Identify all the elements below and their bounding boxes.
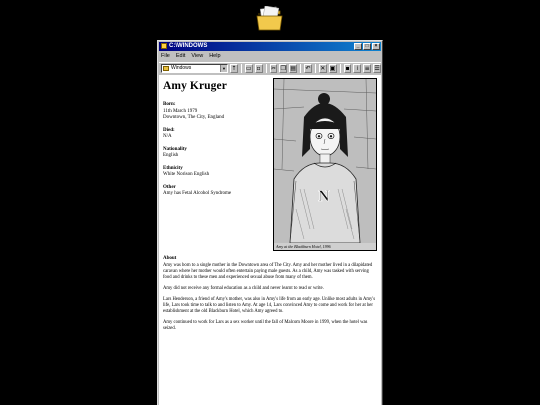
toolbar-separator [315, 64, 316, 73]
explorer-window [157, 40, 383, 405]
fact-label: Nationality [163, 146, 187, 152]
about-section [163, 256, 377, 337]
toolbar-separator [300, 64, 301, 73]
close-button[interactable]: × [372, 43, 380, 50]
fact-ethnicity [163, 166, 269, 179]
address-dropdown[interactable] [161, 64, 228, 73]
chevron-down-icon[interactable]: ▼ [220, 65, 227, 72]
undo-icon[interactable]: ↶ [305, 65, 311, 72]
menu-edit[interactable]: Edit [175, 53, 186, 59]
toolbar-separator [340, 64, 341, 73]
address-value: Windows [171, 65, 192, 71]
menu-view[interactable]: View [191, 53, 204, 59]
profile-name: Amy Kruger [163, 80, 227, 92]
folder-icon[interactable] [256, 6, 284, 32]
fact-value: Amy has Fetal Alcohol Syndrome [163, 191, 232, 196]
cut-icon[interactable]: ✂ [270, 65, 276, 72]
menu-help[interactable]: Help [209, 53, 221, 59]
list-view-icon[interactable]: ≡ [364, 65, 370, 72]
about-paragraph: Lars Henderson, a friend of Amy's mother, was also in Amy's life from an early age. Unlike most adults in Amy's life, Lars took time to talk to and listen to Amy. At age 14, Lars convinced Amy to come and work for her at her establishment at the old Blackburn Hotel, which Amy agreed to. [163, 296, 376, 314]
minimize-button[interactable]: _ [354, 43, 362, 50]
menu-file[interactable]: File [161, 53, 170, 59]
document-content [159, 75, 381, 405]
small-icons-view-icon[interactable]: ⁞ [353, 64, 361, 73]
fact-label: Ethnicity [163, 165, 183, 171]
svg-text:N: N [318, 188, 330, 205]
fact-value: English [163, 153, 179, 158]
window-title: C:\WINDOWS [169, 43, 208, 49]
fact-value: White Norison English [163, 172, 210, 177]
menu-bar [159, 52, 381, 61]
image-caption: Amy at the Blackburn Hotel, 1996 [274, 243, 376, 250]
fact-nationality [163, 147, 269, 160]
fact-other [163, 185, 269, 198]
folder-icon [163, 66, 169, 71]
copy-icon[interactable]: ❐ [280, 65, 286, 72]
fact-value: 11th March 1979 [163, 108, 198, 114]
toolbar [159, 62, 381, 74]
properties-icon[interactable]: ▣ [329, 65, 336, 72]
about-title: About [163, 256, 177, 261]
fact-value: N/A [163, 134, 172, 139]
fact-value: Downtown, The City, England [163, 115, 225, 120]
map-drive-icon[interactable]: ▭ [245, 65, 252, 72]
fact-label: Died: [163, 127, 175, 133]
maximize-button[interactable]: □ [363, 43, 371, 50]
toolbar-separator [266, 64, 267, 73]
fact-label: Born: [163, 102, 176, 107]
title-bar[interactable] [159, 42, 381, 51]
profile-facts [163, 102, 269, 204]
portrait-image [273, 78, 377, 251]
large-icons-view-icon[interactable]: ▪ [345, 65, 350, 72]
about-paragraph: Amy was born to a single mother in the Downtown area of The City. Amy and her mother lived in a dilapidated caravan where her mother would often entertain paying male guests. As a child, Amy was tasked with serving food and drinks to these men and experienced sexual abuse from many of them. [163, 262, 373, 280]
about-paragraph: Amy continued to work for Lars as a sex worker until the fall of Malcom Moore in 1999, when the hotel was seized. [163, 319, 368, 331]
fact-died [163, 128, 269, 141]
folder-icon [161, 43, 167, 49]
delete-icon[interactable]: ✕ [320, 65, 326, 72]
toolbar-separator [241, 64, 242, 73]
fact-born [163, 102, 269, 122]
disconnect-drive-icon[interactable]: ▫ [256, 65, 261, 72]
paste-icon[interactable]: ▤ [290, 65, 296, 72]
about-paragraph: Amy did not receive any formal education as a child and never learnt to read or write. [163, 285, 324, 291]
details-view-icon[interactable]: ☰ [374, 65, 380, 72]
fact-label: Other [163, 184, 176, 190]
up-folder-icon[interactable]: ↑ [231, 65, 237, 72]
